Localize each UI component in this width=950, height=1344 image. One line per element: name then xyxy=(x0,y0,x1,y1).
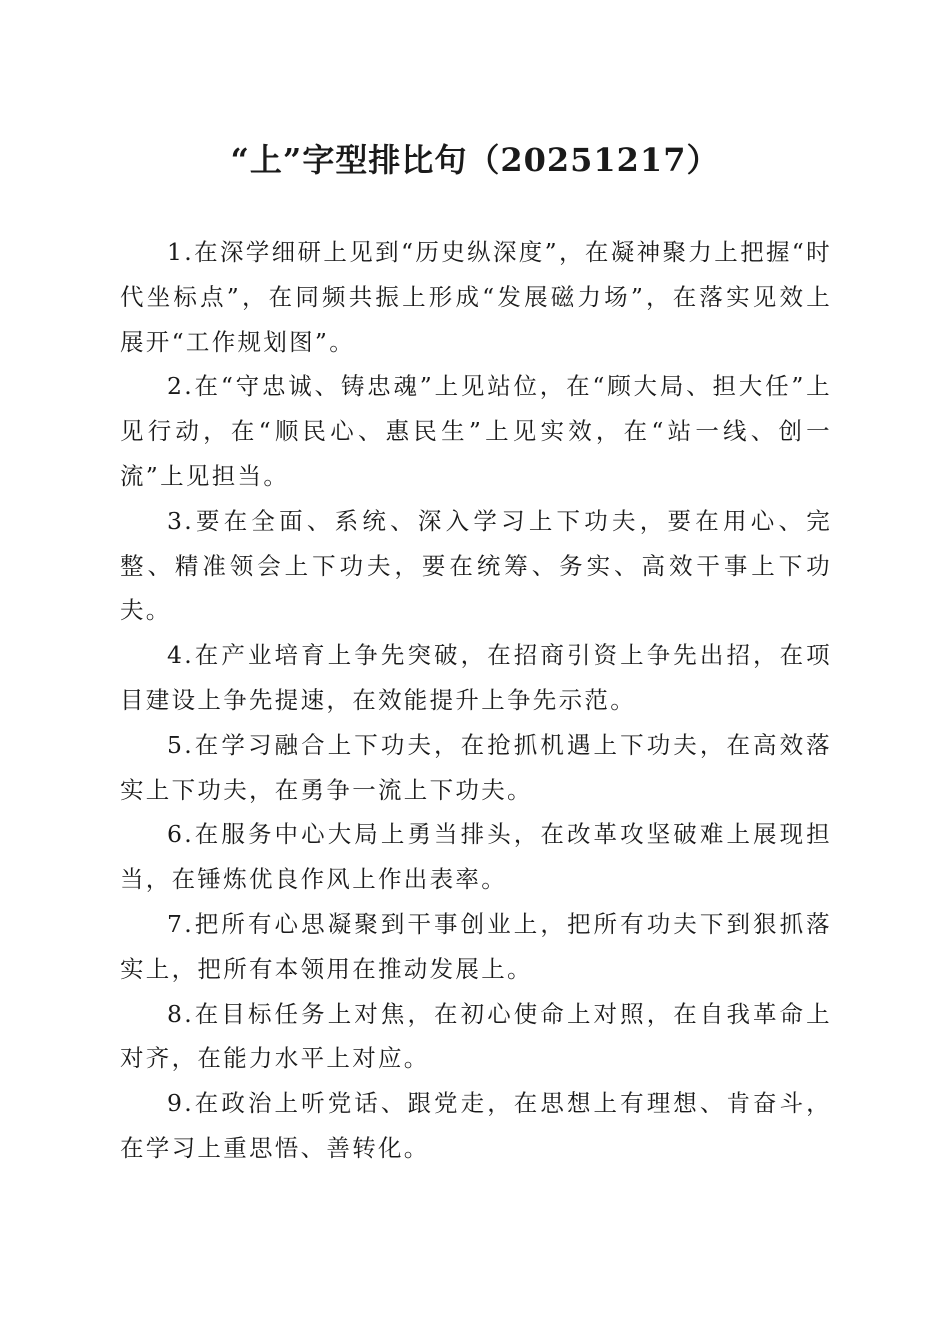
paragraph-1: 1.在深学细研上见到“历史纵深度”，在凝神聚力上把握“时代坐标点”，在同频共振上形成“发展磁力场”，在落实见效上展开“工作规划图”。 xyxy=(120,238,832,356)
document-title: “上”字型排比句（20251217） xyxy=(230,141,720,179)
document-body xyxy=(120,230,832,1171)
paragraph-5: 5.在学习融合上下功夫，在抢抓机遇上下功夫，在高效落实上下功夫，在勇争一流上下功夫。 xyxy=(120,730,832,804)
paragraph-9: 9.在政治上听党话、跟党走，在思想上有理想、肯奋斗，在学习上重思悟、善转化。 xyxy=(120,1089,832,1162)
paragraph-7: 7.把所有心思凝聚到干事创业上，把所有功夫下到狠抓落实上，把所有本领用在推动发展上。 xyxy=(120,909,832,983)
paragraph-2: 2.在“守忠诚、铸忠魂”上见站位，在“顾大局、担大任”上见行动，在“顺民心、惠民生”上见实效，在“站一线、创一流”上见担当。 xyxy=(120,372,832,490)
paragraph-6: 6.在服务中心大局上勇当排头，在改革攻坚破难上展现担当，在锤炼优良作风上作出表率。 xyxy=(120,820,832,894)
paragraph-4: 4.在产业培育上争先突破，在招商引资上争先出招，在项目建设上争先提速，在效能提升上争先示范。 xyxy=(120,641,832,714)
paragraph-8: 8.在目标任务上对焦，在初心使命上对照，在自我革命上对齐，在能力水平上对应。 xyxy=(120,999,832,1073)
paragraph-3: 3.要在全面、系统、深入学习上下功夫，要在用心、完整、精准领会上下功夫，要在统筹、务实、高效干事上下功夫。 xyxy=(120,506,832,625)
